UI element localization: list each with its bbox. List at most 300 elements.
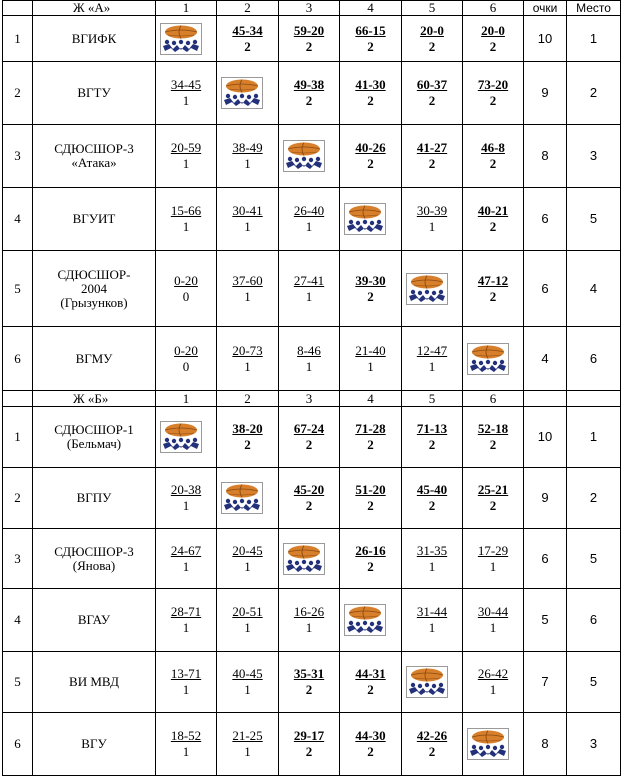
match-points: 2 <box>305 498 313 513</box>
result-fraction <box>293 24 325 54</box>
team-place: 2 <box>567 468 621 529</box>
result-fraction <box>296 344 322 374</box>
team-place: 2 <box>567 62 621 125</box>
match-result <box>340 652 402 713</box>
team-number: 4 <box>3 188 33 251</box>
match-score: 20-59 <box>170 140 202 155</box>
match-result <box>279 62 340 125</box>
result-fraction <box>416 483 448 513</box>
table-row <box>3 251 621 327</box>
match-result <box>340 529 402 589</box>
match-points: 0 <box>182 358 190 374</box>
match-points: 2 <box>305 437 313 452</box>
column-header: 3 <box>279 391 340 407</box>
team-points: 8 <box>524 125 567 188</box>
team-name-line: (Бельмач) <box>66 436 122 451</box>
match-result <box>217 125 279 188</box>
match-score: 8-46 <box>297 342 321 358</box>
match-result <box>463 188 524 251</box>
match-points: 1 <box>489 558 497 574</box>
match-score: 15-66 <box>170 203 202 218</box>
self-match-cell <box>156 407 217 468</box>
match-score: 29-17 <box>293 728 325 743</box>
result-fraction <box>173 344 199 374</box>
match-points: 1 <box>182 682 190 697</box>
result-fraction <box>293 729 325 759</box>
result-fraction <box>170 204 202 234</box>
match-score: 34-45 <box>170 77 202 92</box>
match-result <box>340 125 402 188</box>
group-name: Ж «Б» <box>33 391 156 407</box>
result-fraction <box>416 78 448 108</box>
match-score: 20-51 <box>232 604 263 619</box>
team-place: 5 <box>567 652 621 713</box>
match-points: 2 <box>367 498 374 513</box>
match-points: 1 <box>182 620 190 635</box>
match-result <box>340 327 402 391</box>
team-points: 10 <box>524 407 567 468</box>
match-score: 20-45 <box>232 542 263 558</box>
team-points: 6 <box>524 251 567 327</box>
match-score: 49-38 <box>293 77 325 92</box>
match-score: 60-37 <box>416 77 448 92</box>
result-fraction <box>170 605 202 635</box>
points-header-label: очки <box>532 1 558 15</box>
team-name-line: СДЮСШОР-1 <box>54 422 134 437</box>
result-fraction <box>354 141 386 171</box>
match-result <box>279 713 340 776</box>
result-fraction <box>293 483 325 513</box>
match-result <box>340 407 402 468</box>
match-result <box>156 468 217 529</box>
match-result <box>402 62 463 125</box>
team-number: 1 <box>3 16 33 62</box>
team-name <box>33 589 156 652</box>
result-fraction <box>231 667 263 697</box>
team-name-line: (Грызунков) <box>60 294 128 310</box>
result-fraction <box>173 274 199 304</box>
match-result <box>402 407 463 468</box>
column-header: 6 <box>463 391 524 407</box>
match-result <box>156 589 217 652</box>
match-score: 37-60 <box>232 272 263 288</box>
team-name-line: ВГПУ <box>76 490 112 505</box>
team-name-line: (Янова) <box>72 557 116 573</box>
result-fraction <box>293 667 325 697</box>
team-name <box>33 16 156 62</box>
match-result <box>156 62 217 125</box>
team-name-line: ВГИФК <box>71 30 117 46</box>
match-result <box>340 16 402 62</box>
team-name <box>33 652 156 713</box>
table-row <box>3 407 621 468</box>
header-blank-cell <box>3 391 33 407</box>
match-points: 2 <box>489 38 497 54</box>
team-name-line: ВГУИТ <box>72 211 116 226</box>
result-fraction <box>354 667 386 697</box>
match-score: 40-26 <box>355 140 386 155</box>
match-points: 1 <box>244 682 251 697</box>
match-result <box>279 16 340 62</box>
result-fraction <box>231 344 263 374</box>
basketball-logo-icon <box>344 604 386 636</box>
match-result <box>279 468 340 529</box>
match-score: 41-27 <box>416 140 448 155</box>
match-result <box>402 713 463 776</box>
match-points: 2 <box>367 437 374 452</box>
match-score: 20-0 <box>420 22 444 38</box>
match-result <box>217 589 279 652</box>
result-fraction <box>354 274 386 304</box>
match-points: 2 <box>367 156 374 171</box>
result-fraction <box>480 24 506 54</box>
match-score: 40-21 <box>477 203 509 218</box>
table-row <box>3 529 621 589</box>
table-row <box>3 468 621 529</box>
match-score: 42-26 <box>416 728 448 743</box>
basketball-logo-icon <box>406 666 448 698</box>
match-result <box>156 327 217 391</box>
team-name <box>33 713 156 776</box>
result-fraction <box>293 605 325 635</box>
team-name <box>33 62 156 125</box>
match-points: 2 <box>489 437 497 452</box>
match-score: 0-20 <box>174 342 198 358</box>
match-score: 27-41 <box>293 272 325 288</box>
team-number: 2 <box>3 468 33 529</box>
match-score: 20-0 <box>481 22 505 38</box>
match-points: 2 <box>428 744 436 759</box>
table-row <box>3 652 621 713</box>
match-points: 1 <box>305 620 313 635</box>
team-name <box>33 327 156 391</box>
team-name-line: «Атака» <box>71 155 117 170</box>
team-number: 4 <box>3 589 33 652</box>
result-fraction <box>354 729 386 759</box>
match-score: 12-47 <box>416 342 448 358</box>
match-points: 2 <box>489 288 497 304</box>
team-number: 3 <box>3 125 33 188</box>
result-fraction <box>231 204 263 234</box>
column-header: 3 <box>279 1 340 16</box>
column-header: 4 <box>340 1 402 16</box>
match-score: 17-29 <box>477 542 509 558</box>
match-score: 16-26 <box>293 604 325 619</box>
result-fraction <box>477 667 509 697</box>
place-header-label: Место <box>576 1 611 15</box>
table-row <box>3 16 621 62</box>
match-result <box>463 468 524 529</box>
match-result <box>402 16 463 62</box>
match-score: 25-21 <box>477 482 509 497</box>
table-row <box>3 125 621 188</box>
match-result <box>340 62 402 125</box>
match-result <box>402 327 463 391</box>
result-fraction <box>354 422 386 452</box>
match-points: 2 <box>428 156 436 171</box>
self-match-cell <box>463 713 524 776</box>
team-number: 1 <box>3 407 33 468</box>
result-fraction <box>354 78 386 108</box>
match-points: 1 <box>244 358 251 374</box>
column-header: 4 <box>340 391 402 407</box>
match-result <box>279 589 340 652</box>
column-header: 1 <box>156 391 217 407</box>
standings-body <box>3 1 621 776</box>
match-score: 30-39 <box>416 203 448 218</box>
team-name-line: СДЮСШОР- <box>57 266 131 282</box>
self-match-cell <box>463 327 524 391</box>
match-score: 45-20 <box>293 482 325 497</box>
result-fraction <box>416 544 448 574</box>
match-points: 2 <box>489 498 497 513</box>
match-score: 52-18 <box>477 421 509 436</box>
match-score: 31-35 <box>416 542 448 558</box>
team-points: 6 <box>524 529 567 589</box>
match-points: 1 <box>305 288 313 304</box>
basketball-logo-icon <box>467 728 509 760</box>
basketball-logo-icon <box>160 421 202 453</box>
match-score: 71-28 <box>355 421 386 436</box>
result-fraction <box>477 204 509 234</box>
basketball-logo-icon <box>221 77 263 109</box>
team-place: 1 <box>567 16 621 62</box>
match-points: 2 <box>367 744 374 759</box>
match-score: 30-41 <box>232 203 263 218</box>
header-blank-cell <box>3 1 33 16</box>
match-score: 41-30 <box>355 77 386 92</box>
result-fraction <box>170 78 202 108</box>
match-points: 1 <box>428 358 436 374</box>
match-score: 51-20 <box>355 482 386 497</box>
match-result <box>402 188 463 251</box>
match-score: 38-49 <box>232 140 263 155</box>
result-fraction <box>231 605 263 635</box>
match-points: 2 <box>367 93 374 108</box>
match-score: 26-40 <box>293 203 325 218</box>
team-number: 5 <box>3 251 33 327</box>
group-header-row <box>3 1 621 16</box>
match-result <box>279 188 340 251</box>
match-score: 71-13 <box>416 421 448 436</box>
match-score: 28-71 <box>170 604 202 619</box>
match-result <box>217 713 279 776</box>
match-result <box>217 188 279 251</box>
match-score: 30-44 <box>477 604 509 619</box>
team-name <box>33 188 156 251</box>
match-score: 45-34 <box>232 22 263 38</box>
match-points: 1 <box>305 358 313 374</box>
match-points: 1 <box>244 620 251 635</box>
match-points: 1 <box>428 620 436 635</box>
match-result <box>340 713 402 776</box>
result-fraction <box>477 605 509 635</box>
team-place: 5 <box>567 529 621 589</box>
basketball-logo-icon <box>160 23 202 55</box>
match-points: 1 <box>244 156 251 171</box>
team-points: 8 <box>524 713 567 776</box>
result-fraction <box>354 483 386 513</box>
points-header-blank <box>524 391 567 407</box>
match-points: 2 <box>428 38 436 54</box>
match-result <box>463 407 524 468</box>
team-name <box>33 407 156 468</box>
match-points: 1 <box>489 620 497 635</box>
result-fraction <box>416 204 448 234</box>
match-result <box>217 407 279 468</box>
match-result <box>340 251 402 327</box>
team-points: 4 <box>524 327 567 391</box>
match-score: 0-20 <box>174 272 198 288</box>
match-score: 44-31 <box>355 666 386 681</box>
team-place: 4 <box>567 251 621 327</box>
team-place: 3 <box>567 713 621 776</box>
match-result <box>279 407 340 468</box>
match-score: 59-20 <box>293 22 325 38</box>
match-result <box>217 251 279 327</box>
result-fraction <box>416 729 448 759</box>
match-result <box>402 529 463 589</box>
team-number: 2 <box>3 62 33 125</box>
match-score: 20-73 <box>232 342 263 358</box>
team-points: 7 <box>524 652 567 713</box>
match-points: 1 <box>244 744 251 759</box>
match-result <box>340 468 402 529</box>
team-place: 6 <box>567 589 621 652</box>
group-header-row <box>3 391 621 407</box>
match-score: 26-42 <box>477 666 509 681</box>
result-fraction <box>231 141 263 171</box>
result-fraction <box>293 274 325 304</box>
match-points: 2 <box>367 558 374 574</box>
result-fraction <box>170 667 202 697</box>
match-score: 66-15 <box>355 22 386 38</box>
match-result <box>156 188 217 251</box>
match-result <box>156 713 217 776</box>
match-result <box>402 125 463 188</box>
team-place: 1 <box>567 407 621 468</box>
basketball-logo-icon <box>283 543 325 575</box>
team-points: 5 <box>524 589 567 652</box>
result-fraction <box>293 204 325 234</box>
result-fraction <box>170 544 202 574</box>
column-header: 5 <box>402 391 463 407</box>
result-fraction <box>231 274 263 304</box>
result-fraction <box>231 422 263 452</box>
result-fraction <box>170 141 202 171</box>
team-points: 9 <box>524 468 567 529</box>
match-points: 1 <box>244 219 251 234</box>
match-points: 0 <box>182 288 190 304</box>
result-fraction <box>231 729 263 759</box>
match-points: 1 <box>182 156 190 171</box>
team-points: 9 <box>524 62 567 125</box>
result-fraction <box>170 729 202 759</box>
match-points: 2 <box>428 437 436 452</box>
self-match-cell <box>402 652 463 713</box>
team-points: 10 <box>524 16 567 62</box>
self-match-cell <box>279 529 340 589</box>
match-points: 2 <box>244 38 251 54</box>
team-name <box>33 251 156 327</box>
table-row <box>3 327 621 391</box>
result-fraction <box>416 422 448 452</box>
column-header: 2 <box>217 391 279 407</box>
match-score: 21-25 <box>232 728 263 743</box>
match-result <box>463 251 524 327</box>
match-result <box>156 251 217 327</box>
match-result <box>463 652 524 713</box>
self-match-cell <box>402 251 463 327</box>
match-points: 1 <box>182 744 190 759</box>
match-score: 31-44 <box>416 604 448 619</box>
result-fraction <box>416 605 448 635</box>
place-header <box>567 1 621 16</box>
team-name <box>33 468 156 529</box>
match-result <box>463 529 524 589</box>
result-fraction <box>293 78 325 108</box>
result-fraction <box>477 422 509 452</box>
match-score: 46-8 <box>481 140 505 155</box>
team-points: 6 <box>524 188 567 251</box>
self-match-cell <box>217 468 279 529</box>
match-points: 1 <box>428 219 436 234</box>
result-fraction <box>354 344 386 374</box>
standings-table <box>2 0 621 776</box>
match-points: 2 <box>244 437 251 452</box>
result-fraction <box>477 483 509 513</box>
match-score: 44-30 <box>355 728 386 743</box>
result-fraction <box>477 544 509 574</box>
basketball-logo-icon <box>406 273 448 305</box>
match-score: 39-30 <box>355 272 386 288</box>
points-header <box>524 1 567 16</box>
column-header: 1 <box>156 1 217 16</box>
match-score: 18-52 <box>170 728 202 743</box>
team-name-line: ВГАУ <box>77 612 111 627</box>
result-fraction <box>416 344 448 374</box>
result-fraction <box>354 544 386 574</box>
match-result <box>402 468 463 529</box>
match-result <box>463 62 524 125</box>
match-result <box>217 16 279 62</box>
result-fraction <box>477 274 509 304</box>
basketball-logo-icon <box>467 343 509 375</box>
team-name-line: 2004 <box>81 280 107 296</box>
basketball-logo-icon <box>283 140 325 172</box>
team-place: 6 <box>567 327 621 391</box>
team-number: 6 <box>3 713 33 776</box>
column-header: 6 <box>463 1 524 16</box>
table-row <box>3 62 621 125</box>
match-points: 1 <box>182 558 190 574</box>
table-row <box>3 713 621 776</box>
group-name: Ж «А» <box>33 1 156 16</box>
match-points: 2 <box>428 498 436 513</box>
match-points: 2 <box>367 288 374 304</box>
match-points: 2 <box>367 682 374 697</box>
self-match-cell <box>340 188 402 251</box>
match-score: 24-67 <box>170 542 202 558</box>
team-name-line: СДЮСШОР-3 <box>54 141 134 156</box>
match-result <box>156 125 217 188</box>
team-name <box>33 125 156 188</box>
match-points: 1 <box>305 219 313 234</box>
result-fraction <box>293 422 325 452</box>
team-place: 3 <box>567 125 621 188</box>
match-points: 1 <box>244 558 251 574</box>
basketball-logo-icon <box>344 203 386 235</box>
